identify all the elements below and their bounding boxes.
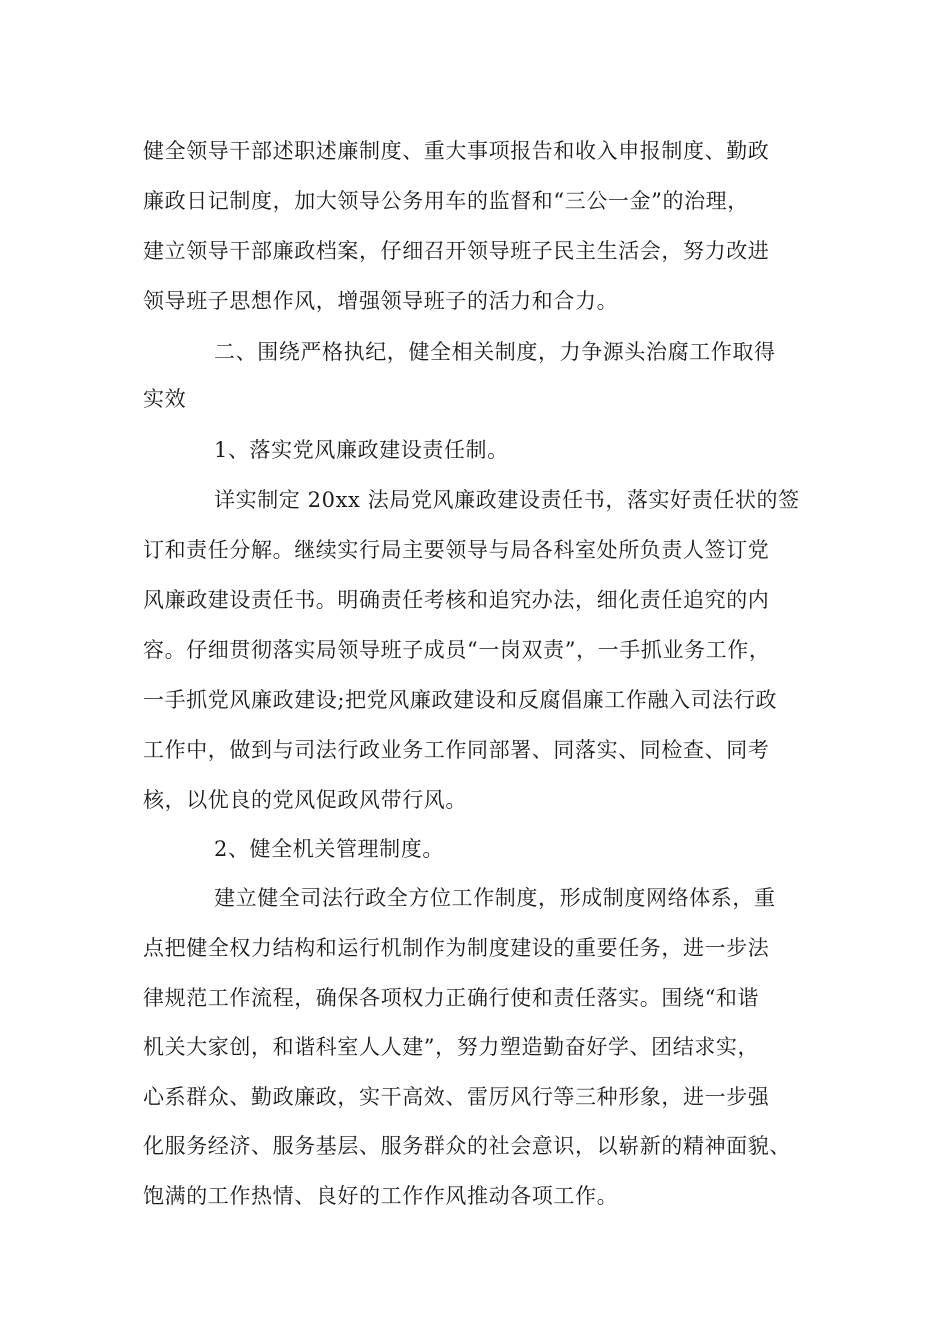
section-heading-line-1: 二、围绕严格执纪，健全相关制度，力争源头治腐工作取得 [214, 340, 776, 364]
paragraph-3-line-4: 机关大家创，和谐科室人人建”，努力塑造勤奋好学、团结求实， [143, 1035, 760, 1059]
paragraph-2-line-1: 详实制定 20xx 法局党风廉政建设责任书，落实好责任状的签 [214, 488, 800, 512]
paragraph-3-line-3: 律规范工作流程，确保各项权力正确行使和责任落实。围绕“和谐 [143, 986, 760, 1010]
paragraph-2-line-3: 风廉政建设责任书。明确责任考核和追究办法，细化责任追究的内 [143, 588, 770, 612]
paragraph-3-line-7: 饱满的工作热情、良好的工作作风推动各项工作。 [143, 1184, 619, 1208]
paragraph-2-line-4: 容。仔细贯彻落实局领导班子成员“一岗双责”，一手抓业务工作， [143, 638, 771, 662]
subheading-1: 1、落实党风廉政建设责任制。 [214, 438, 509, 462]
section-heading-line-2: 实效 [143, 387, 187, 411]
paragraph-1-line-4: 领导班子思想作风，增强领导班子的活力和合力。 [143, 289, 619, 313]
paragraph-3-line-5: 心系群众、勤政廉政，实干高效、雷厉风行等三种形象，进一步强 [143, 1085, 770, 1109]
paragraph-2-line-2: 订和责任分解。继续实行局主要领导与局各科室处所负责人签订党 [143, 538, 770, 562]
paragraph-3-line-6: 化服务经济、服务基层、服务群众的社会意识，以崭新的精神面貌、 [143, 1134, 791, 1158]
paragraph-3-line-1: 建立健全司法行政全方位工作制度，形成制度网络体系，重 [214, 886, 776, 910]
paragraph-2-line-5: 一手抓党风廉政建设;把党风廉政建设和反腐倡廉工作融入司法行政 [143, 688, 778, 712]
paragraph-1-line-3: 建立领导干部廉政档案，仔细召开领导班子民主生活会，努力改进 [143, 239, 770, 263]
paragraph-2-line-7: 核，以优良的党风促政风带行风。 [143, 788, 467, 812]
paragraph-2-line-6: 工作中，做到与司法行政业务工作同部署、同落实、同检查、同考 [143, 738, 770, 762]
paragraph-3-line-2: 点把健全权力结构和运行机制作为制度建设的重要任务，进一步法 [143, 936, 770, 960]
paragraph-1-line-2: 廉政日记制度，加大领导公务用车的监督和“三公一金”的治理， [143, 189, 749, 213]
subheading-2: 2、健全机关管理制度。 [214, 837, 444, 861]
paragraph-1-line-1: 健全领导干部述职述廉制度、重大事项报告和收入申报制度、勤政 [143, 139, 770, 163]
